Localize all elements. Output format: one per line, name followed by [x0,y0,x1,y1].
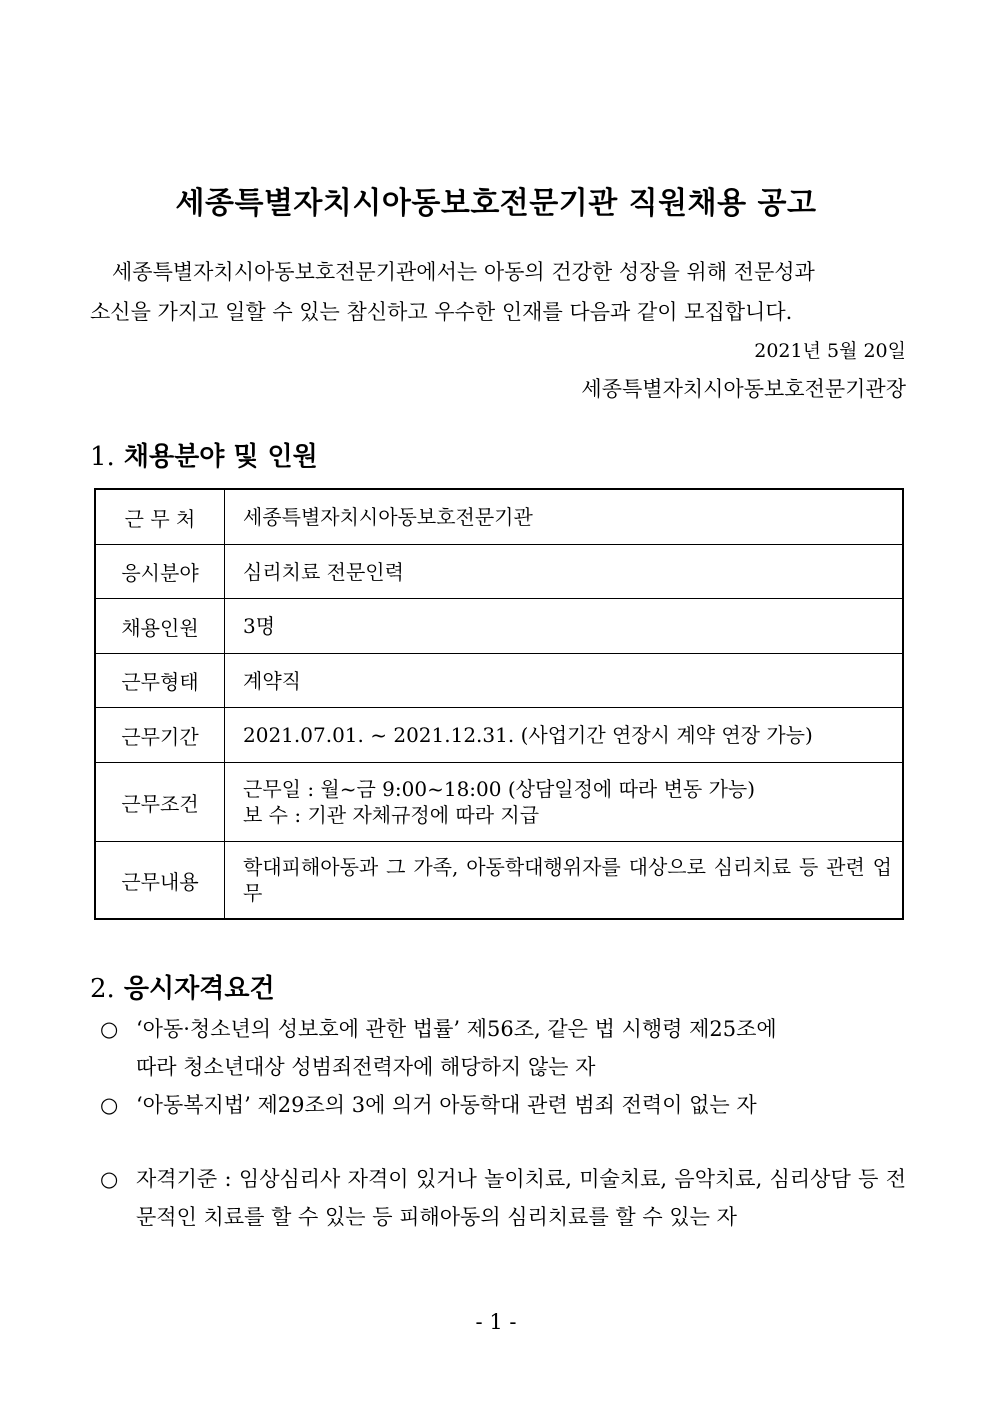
work-hours-line: 근무일 : 월~금 9:00~18:00 (상담일정에 따라 변동 가능) [243,777,756,801]
requirement-item [100,1160,906,1236]
table-row [95,708,903,763]
page-number: - 1 - [475,1310,517,1334]
section-2-title: 응시자격요건 [123,974,275,1004]
row-label: 근 무 처 [95,489,225,545]
recruitment-table [94,488,904,920]
row-label: 근무내용 [95,842,225,920]
requirement-line: 따라 청소년대상 성범죄전력자에 해당하지 않는 자 [136,1055,596,1079]
intro-line-2: 소신을 가지고 일할 수 있는 참신하고 우수한 인재를 다음과 같이 모집합니다. [90,300,793,324]
requirement-text: 자격기준 : 임상심리사 자격이 있거나 놀이치료, 미술치료, 음악치료, 심리상담 등 전문적인 치료를 할 수 있는 등 피해아동의 심리치료를 할 수 있는 자 [136,1167,906,1229]
circle-bullet-icon: ○ [100,1167,119,1191]
row-label: 근무조건 [95,763,225,842]
circle-bullet-icon: ○ [100,1093,119,1117]
row-value: 3명 [225,599,904,654]
requirement-text: ‘아동복지법’ 제29조의 3에 의거 아동학대 관련 범죄 전력이 없는 자 [136,1093,757,1117]
table-row [95,654,903,708]
page-title: 세종특별자치시아동보호전문기관 직원채용 공고 [175,186,817,221]
section-1-title: 채용분야 및 인원 [123,442,318,472]
row-label: 근무기간 [95,708,225,763]
row-value: 학대피해아동과 그 가족, 아동학대행위자를 대상으로 심리치료 등 관련 업무 [225,842,904,920]
intro-paragraph [90,252,890,332]
section-2-heading [90,968,275,1005]
table-row [95,489,903,545]
section-1-heading [90,436,318,473]
table-row [95,545,903,599]
row-value [225,763,904,842]
table-row [95,599,903,654]
salary-line: 보 수 : 기관 자체규정에 따라 지급 [243,803,540,827]
row-label: 근무형태 [95,654,225,708]
table-row [95,763,903,842]
intro-line-1: 세종특별자치시아동보호전문기관에서는 아동의 건강한 성장을 위해 전문성과 [112,260,815,284]
circle-bullet-icon: ○ [100,1017,119,1041]
requirement-text [136,1010,906,1086]
section-2-number: 2. [90,974,115,1004]
row-label: 채용인원 [95,599,225,654]
section-1-number: 1. [90,442,115,472]
requirement-item [100,1086,906,1124]
row-label: 응시분야 [95,545,225,599]
announcement-date: 2021년 5월 20일 [754,340,906,362]
row-value: 계약직 [225,654,904,708]
requirement-item [100,1010,906,1086]
row-value: 심리치료 전문인력 [225,545,904,599]
signer: 세종특별자치시아동보호전문기관장 [581,377,906,401]
table-row [95,842,903,920]
requirement-line: ‘아동·청소년의 성보호에 관한 법률’ 제56조, 같은 법 시행령 제25조에 [136,1017,777,1041]
row-value: 세종특별자치시아동보호전문기관 [225,489,904,545]
row-value: 2021.07.01. ~ 2021.12.31. (사업기간 연장시 계약 연장 가능) [225,708,904,763]
